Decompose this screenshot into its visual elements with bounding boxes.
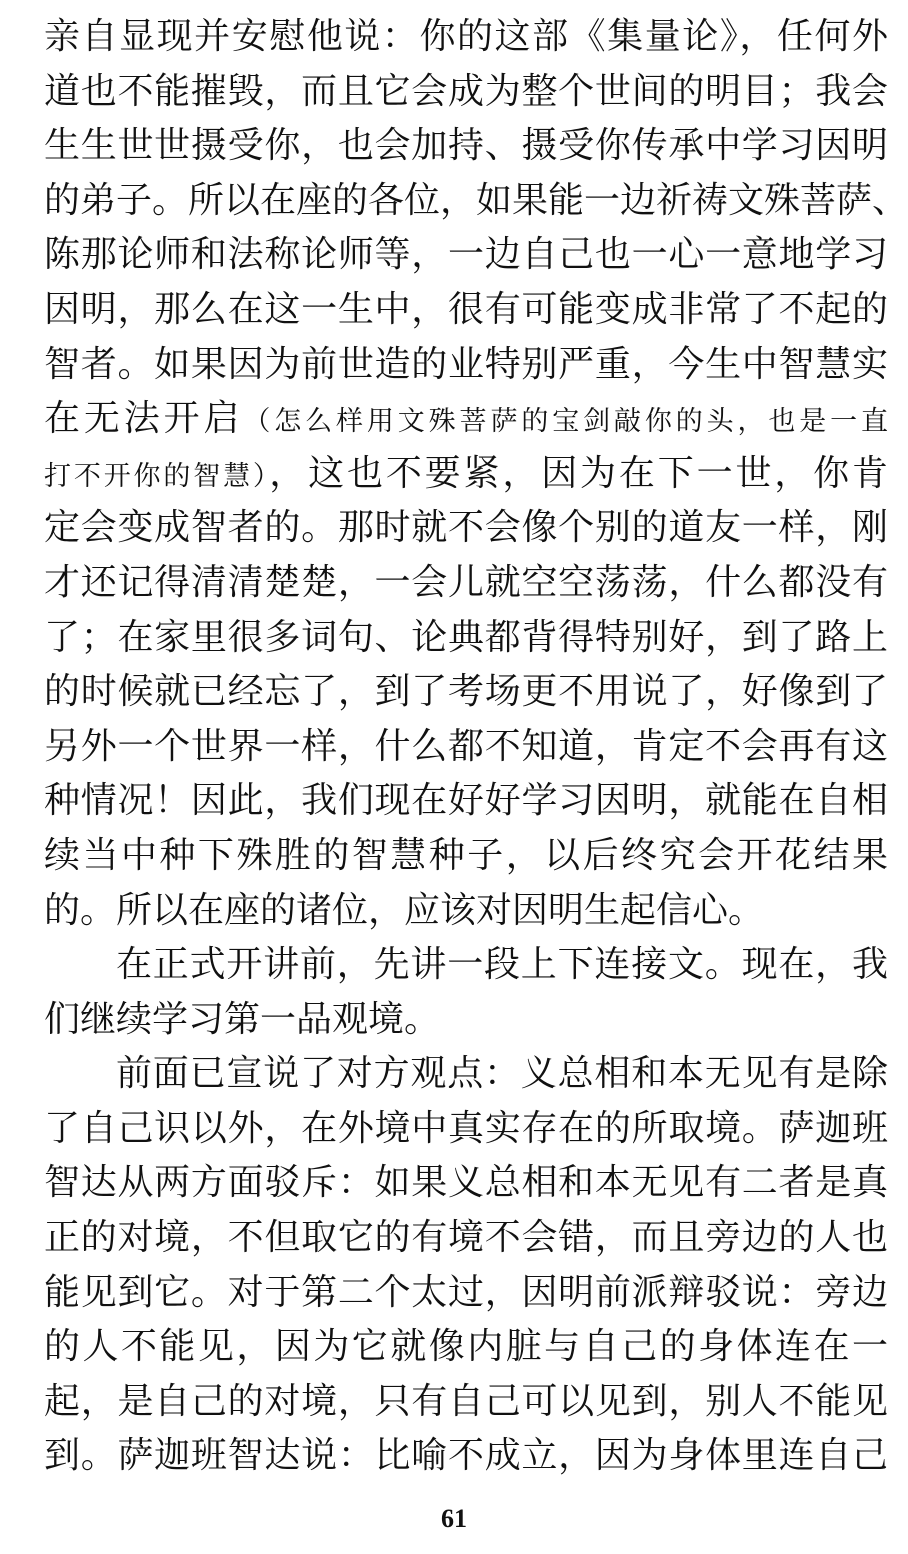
- text-line: 前面已宣说了对方观点：义总相和本无见有是除: [116, 1053, 888, 1095]
- text-line: 了自己识以外，在外境中真实存在的所取境。萨迦班: [44, 1107, 888, 1149]
- text-line: 续当中种下殊胜的智慧种子，以后终究会开花结果: [44, 834, 888, 876]
- parenthetical-note: （怎么样用文殊菩萨的宝剑敲你的头，也是一直: [243, 406, 888, 438]
- text-line: 起，是自己的对境，只有自己可以见到，别人不能见: [44, 1380, 888, 1422]
- text-line: 到。萨迦班智达说：比喻不成立，因为身体里连自己: [44, 1435, 888, 1477]
- text-line: 正的对境，不但取它的有境不会错，而且旁边的人也: [44, 1217, 888, 1259]
- page-number: 61: [441, 1504, 467, 1533]
- text-line: 才还记得清清楚楚，一会儿就空空荡荡，什么都没有: [44, 561, 888, 603]
- text-line: 们继续学习第一品观境。: [44, 998, 441, 1040]
- parenthetical-note: 打不开你的智慧）: [44, 460, 270, 492]
- text-line: 在正式开讲前，先讲一段上下连接文。现在，我: [116, 944, 888, 986]
- text-line: 道也不能摧毁，而且它会成为整个世间的明目；我会: [44, 70, 888, 112]
- text-line: 种情况！因此，我们现在好好学习因明，就能在自相: [44, 780, 888, 822]
- text-line: 定会变成智者的。那时就不会像个别的道友一样，刚: [44, 507, 888, 549]
- text-line: 了；在家里很多词句、论典都背得特别好，到了路上: [44, 616, 888, 658]
- text-line: 的弟子。所以在座的各位，如果能一边祈祷文殊菩萨、: [44, 179, 908, 221]
- text-line: 的时候就已经忘了，到了考场更不用说了，好像到了: [44, 671, 888, 713]
- text-line: [44, 447, 888, 502]
- text-line: 智者。如果因为前世造的业特别严重，今生中智慧实: [44, 343, 888, 385]
- text-line: 另外一个世界一样，什么都不知道，肯定不会再有这: [44, 725, 888, 767]
- text-line: 亲自显现并安慰他说：你的这部《集量论》，任何外: [44, 16, 888, 57]
- text-line: 智达从两方面驳斥：如果义总相和本无见有二者是真: [44, 1162, 888, 1204]
- text-line: 生生世世摄受你，也会加持、摄受你传承中学习因明: [44, 125, 888, 167]
- text-run: 在无法开启: [44, 398, 244, 440]
- text-line: [44, 392, 888, 447]
- text-line: 的人不能见，因为它就像内脏与自己的身体连在一: [44, 1326, 888, 1368]
- text-run: ，这也不要紧，因为在下一世，你肯: [269, 452, 888, 494]
- text-line: 因明，那么在这一生中，很有可能变成非常了不起的: [44, 288, 888, 330]
- text-line: 能见到它。对于第二个太过，因明前派辩驳说：旁边: [44, 1271, 888, 1313]
- text-line: 的。所以在座的诸位，应该对因明生起信心。: [44, 889, 765, 931]
- text-line: 陈那论师和法称论师等，一边自己也一心一意地学习: [44, 234, 888, 276]
- body-text: [44, 10, 908, 1484]
